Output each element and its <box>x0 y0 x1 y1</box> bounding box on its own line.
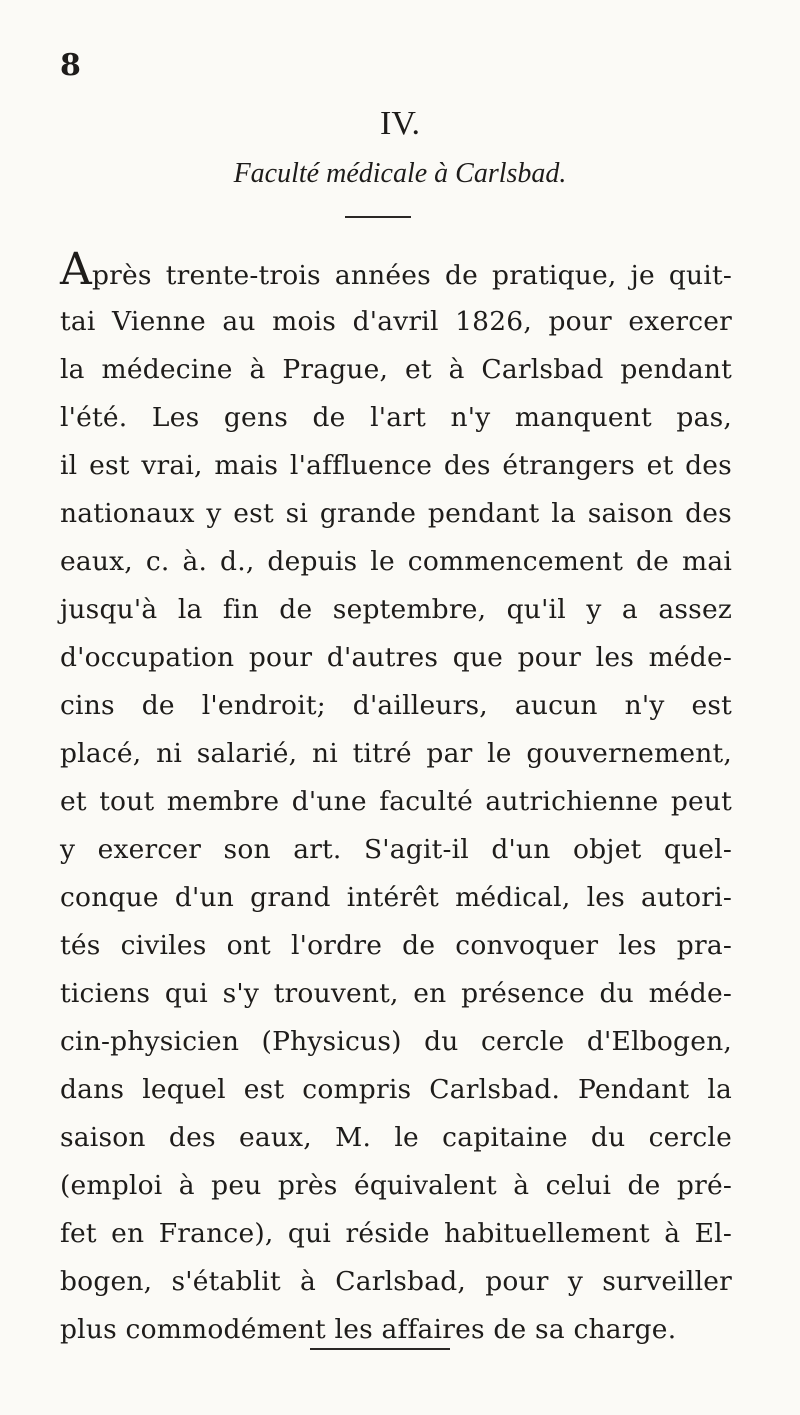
text-line: nationaux y est si grande pendant la saison des <box>60 498 732 529</box>
text-line: cin-physicien (Physicus) du cercle d'Elbogen, <box>60 1026 732 1057</box>
chapter-title: Faculté médicale à Carlsbad. <box>233 158 567 189</box>
text-line: placé, ni salarié, ni titré par le gouvernement, <box>60 738 732 769</box>
text-line: y exercer son art. S'agit-il d'un objet quel- <box>60 834 732 865</box>
chapter-number: IV. <box>380 105 420 142</box>
page-number: 8 <box>60 48 81 83</box>
text-line: dans lequel est compris Carlsbad. Pendant la <box>60 1074 732 1105</box>
text-line: plus commodément les affaires de sa charge. <box>60 1314 677 1345</box>
text-line: il est vrai, mais l'affluence des étrangers et des <box>60 450 732 481</box>
closing-divider <box>310 1348 450 1350</box>
text-line: conque d'un grand intérêt médical, les autori- <box>60 882 732 913</box>
text-line: tai Vienne au mois d'avril 1826, pour exercer <box>60 306 732 337</box>
text-line: d'occupation pour d'autres que pour les méde- <box>60 642 732 673</box>
text-line: ticiens qui s'y trouvent, en présence du méde- <box>60 978 732 1009</box>
body-paragraph <box>60 244 732 1354</box>
text-line: (emploi à peu près équivalent à celui de pré- <box>60 1170 732 1201</box>
text-line: bogen, s'établit à Carlsbad, pour y surveiller <box>60 1266 732 1297</box>
text-line: tés civiles ont l'ordre de convoquer les pra- <box>60 930 732 961</box>
text-line: cins de l'endroit; d'ailleurs, aucun n'y est <box>60 690 732 721</box>
text-line: et tout membre d'une faculté autrichienne peut <box>60 786 732 817</box>
text-line: saison des eaux, M. le capitaine du cercle <box>60 1122 732 1153</box>
title-divider <box>345 216 411 218</box>
drop-cap: A <box>60 244 92 295</box>
text-line: fet en France), qui réside habituellement à El- <box>60 1218 732 1249</box>
text-line: la médecine à Prague, et à Carlsbad pendant <box>60 354 732 385</box>
text-line: l'été. Les gens de l'art n'y manquent pas, <box>60 402 732 433</box>
text-line: jusqu'à la fin de septembre, qu'il y a assez <box>60 594 732 625</box>
text-line: eaux, c. à. d., depuis le commencement de mai <box>60 546 732 577</box>
text-line: Après trente-trois années de pratique, je quit- <box>60 244 732 295</box>
